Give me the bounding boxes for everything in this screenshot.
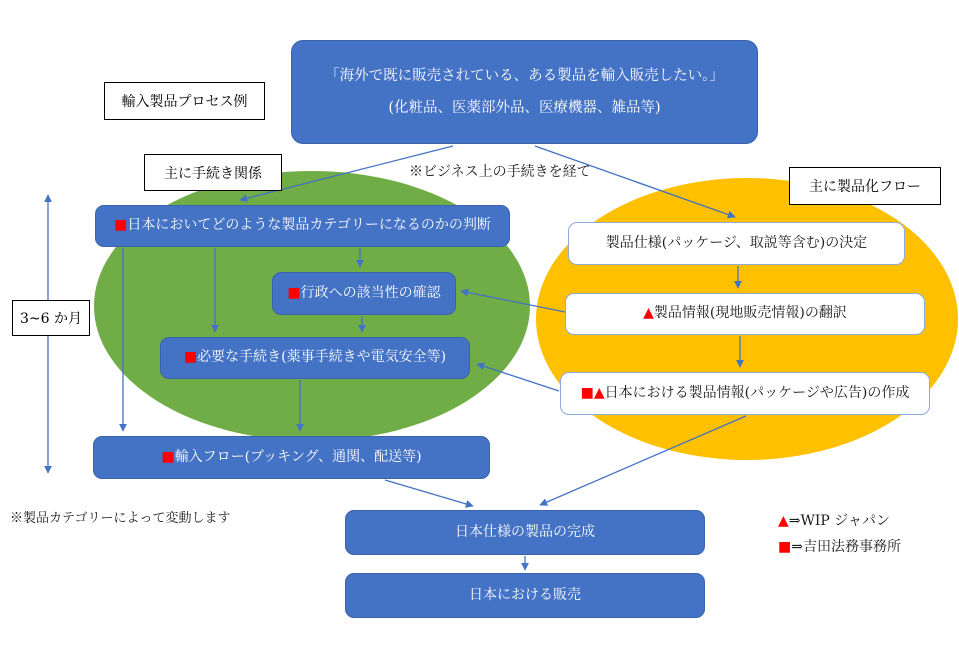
node-product-completion: [345, 510, 705, 555]
legend: [778, 508, 901, 560]
node-product-completion-text: 日本仕様の製品の完成: [455, 523, 595, 540]
label-procedure-group: [144, 154, 282, 191]
red-square-marker: ■: [114, 217, 128, 234]
node-import-flow: [93, 436, 490, 479]
label-productization-group-text: 主に製品化フロー: [809, 179, 921, 195]
node-administrative-check: [272, 272, 456, 315]
red-square-triangle-marker: ■▲: [580, 384, 605, 401]
node-info-translation: [565, 293, 925, 335]
red-triangle-marker: ▲: [778, 513, 789, 529]
red-square-marker: ■: [778, 539, 792, 555]
node-japan-sales: [345, 573, 705, 618]
label-process-example-text: 輸入製品プロセス例: [121, 94, 248, 110]
legend-wip: [778, 508, 901, 534]
arrow-import-to-completion: [385, 480, 473, 506]
business-note: ※ビジネス上の手続きを経て: [409, 164, 591, 180]
node-required-procedures: [160, 337, 470, 379]
node-administrative-check-text: 行政への該当性の確認: [300, 284, 441, 301]
duration-text: 3~6 か月: [20, 311, 82, 327]
node-start: [291, 40, 758, 144]
label-process-example: [104, 82, 265, 120]
node-spec-decision-text: 製品仕様(パッケージ、取説等含む)の決定: [605, 234, 868, 251]
duration-box: [12, 300, 90, 336]
legend-yoshida-text: ⇒吉田法務事務所: [791, 539, 901, 555]
red-square-marker: ■: [161, 448, 175, 465]
start-line2: (化粧品、医薬部外品、医療機器、雑品等): [388, 99, 661, 116]
node-japan-info-creation: [560, 372, 930, 415]
node-spec-decision: [568, 222, 905, 265]
node-category-judgment-text: 日本においてどのような製品カテゴリーになるのかの判断: [127, 217, 491, 234]
start-line1: 「海外で既に販売されている、ある製品を輸入販売したい。」: [325, 68, 724, 85]
duration-note: ※製品カテゴリーによって変動します: [10, 511, 231, 526]
red-square-marker: ■: [183, 349, 198, 366]
label-procedure-group-text: 主に手続き関係: [164, 165, 262, 182]
node-category-judgment: [95, 205, 510, 247]
red-triangle-marker: ▲: [643, 305, 654, 322]
node-import-flow-text: 輸入フロー(ブッキング、通関、配送等): [174, 448, 422, 465]
node-japan-info-creation-text: 日本における製品情報(パッケージや広告)の作成: [604, 384, 910, 401]
node-info-translation-text: 製品情報(現地販売情報)の翻訳: [653, 305, 847, 322]
legend-wip-text: ⇒WIP ジャパン: [788, 513, 891, 529]
red-square-marker: ■: [287, 284, 301, 301]
node-required-procedures-text: 必要な手続き(薬事手続きや電気安全等): [197, 349, 447, 366]
node-japan-sales-text: 日本における販売: [469, 586, 581, 603]
label-productization-group: [789, 167, 941, 205]
legend-yoshida: [778, 534, 901, 560]
